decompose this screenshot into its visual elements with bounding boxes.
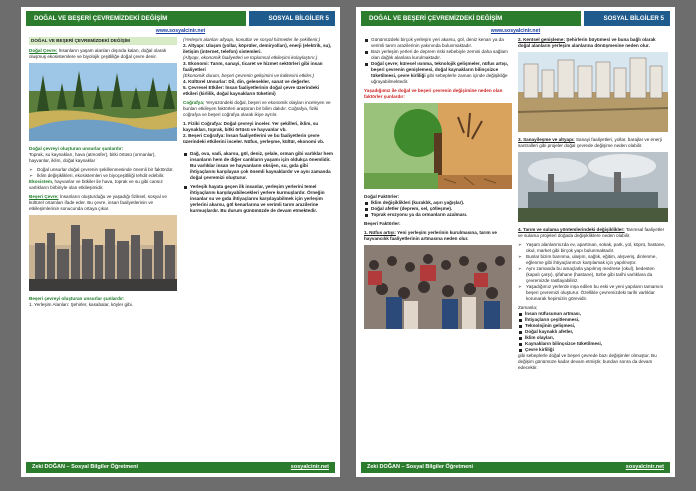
forest-lake-photo [29, 63, 177, 141]
list-item: İklim olayları, [518, 335, 668, 341]
bullet-item: ➢ Yaşadığımız yerlerde inşa edilen bu eski ve yeni yapıların tamamını beşeri çevremizi oluşturur. Özellikle çevremizdeki tarihi varlıklar korunarak hepimizin görevidir. [518, 284, 668, 302]
paragraph-natural-env: Doğal Çevre: İnsanların yaşam alanları dışında kalan, doğal olarak oluşmuş ekosistemlere ve biyolojik çeşitliliğe doğal çevre denir. [29, 48, 167, 59]
footer-site-link[interactable]: sosyalcinir.net [290, 464, 329, 470]
header-title: DOĞAL VE BEŞERİ ÇEVREMİZDEKİ DEĞİŞİM [26, 11, 246, 26]
paragraph-geography: Coğrafya; Yeryüzündeki doğal, beşeri ve ekonomik olayları inceleyen ve bunları etkileyen faktörleri araştıran bir bilim dalıdır. Coğrafya, fiziki coğrafya ve beşeri coğrafya olarak ikiye ayrılır. [183, 100, 331, 117]
bullet-item: Toprak erozyonu ya da ormanların azalması. [364, 212, 512, 218]
site-link[interactable]: www.sosyalcinir.net [490, 28, 541, 34]
crowd-photo [364, 245, 512, 329]
list-item: İhtiyaçların çeşitlenmesi, [518, 317, 668, 323]
note-text: (Altyapı, ekonomik faaliyetleri ve toplumsal etkileşimi kolaylaştırır.) [183, 55, 318, 60]
left-column-1 [29, 37, 177, 308]
paragraph-human-geography: 2. Beşeri Coğrafya: İnsan faaliyetlerini ve bu faaliyetlerin çevre üzerindeki etkilerini inceler. Nüfus, yerleşme, kültür, ekonomi vb. [183, 133, 325, 144]
subheading-natural-factors: Doğal Faktörler: [364, 194, 400, 199]
city-skyline-photo [29, 215, 177, 291]
paragraph-industrialization: 3. Sanayileşme ve altyapı: Sanayi faaliyetleri, yollar, barajlar ve enerji santralleri gibi projeler doğal çevrede değişime neden olabilir. [518, 137, 662, 148]
footer-author: Zeki DOĞAN – Sosyal Bilgiler Öğretmeni [367, 464, 474, 470]
paragraph-population-growth: 1. Nüfus artışı: Yeni yerleşim yerlerinin kurulmasına, tarım ve hayvancılık faaliyetlerinin artmasına neden olur. [364, 230, 497, 241]
page-header [361, 11, 670, 26]
bullet-item: ➢ Aynı zamanda bu amaçlarla yapılmış medrese (okul), bedesten (kapalı çarşı), şifahane (hastane), türbe gibi tarihi varlıklara da çevremizde rastlayabiliriz. [518, 266, 668, 284]
urban-expansion-photo [518, 52, 668, 132]
bullet-item: ➢ Bunlar bizim barınma, ulaşım, sağlık, eğitim, alışveriş, dinlenme, eğlenme gibi ihtiyaçlarımızı karşılamak için yapılmıştır. [518, 254, 668, 266]
right-column-1 [364, 37, 512, 334]
bullet-item: ➢ İklim değişiklikleri, ekosistemleri ve biyoçeşitliliği tehdit edebilir. [29, 173, 177, 179]
footer-site-link[interactable]: sosyalcinir.net [625, 464, 664, 470]
list-item: Çevre kirliliği [518, 347, 668, 353]
subheading-human-factors: Beşeri Faktörler: [364, 221, 401, 226]
list-item: 5. Çevresel Etkiler: İnsan faaliyetlerinin doğal çevre üzerindeki etkileri (kirlilik, doğal kaynakların tüketimi) [183, 85, 320, 96]
list-item: Doğal kaynaklı afetler, [518, 329, 668, 335]
list-item: Teknolojinin gelişmesi, [518, 323, 668, 329]
bullet-item: Bazı yerleşim yerleri de deprem riski sebebiyle zemini daha sağlam olan dağlık alanlara kurulmaktadır. [364, 49, 512, 61]
bullet-item: Yerleşik hayata geçen ilk insanlar, yerleşim yerlerini temel ihtiyaçlarını karşılayabilecekleri yerlere kurmuşlardır. Örneğin insanlar su ve gıda ihtiyaçlarını karşılayabilmek için yerleşim yerlerini akarsu, göl kenarlarına ve verimli tarım arazilerine kurmuşlardır. Bu durum günümüzde de devam etmektedir. [183, 184, 333, 214]
bullet-item: ➢ Yaşam alanlarımızda ev, apartman, sokak, park, yol, köprü, hastane, okul, market gibi birçok yapı bulunmaktadır. [518, 242, 668, 254]
document-page-right [356, 7, 675, 477]
paragraph-conclusion: gibi sebeplerle doğal ve beşeri çevrede bazı değişimler olmuştur. Bu değişim günümüze kadar devam etmiştir, bundan sonra da devam edecektir. [518, 353, 657, 370]
bullet-item: Günümüzdeki birçok yerleşim yeri akarsu, göl, deniz kenarı ya da verimli tarım arazilerinin yakınında bulunmaktadır. [364, 37, 512, 49]
bullet-item: ➢ Doğal unsurlar doğal çevrenin şekillenmesinde önemli bir faktördür. [29, 167, 177, 173]
list-item: 4. Kültürel Unsurlar: Dil, din, gelenekler, sanat ve değerler. [183, 79, 311, 84]
footer-author: Zeki DOĞAN – Sosyal Bilgiler Öğretmeni [32, 464, 139, 470]
paragraph-agriculture: 4. Tarım ve sulama yöntemlerindeki değişiklikler: Tarımsal faaliyetler ve sulama projeleri doğada değişikliklere neden olabilir. [518, 227, 665, 238]
header-subject: SOSYAL BİLGİLER 5 [249, 11, 335, 26]
list-item: Kaynakların bilinçsizce tüketilmesi, [518, 341, 668, 347]
page-header [26, 11, 335, 26]
bullet-item: Doğal afetler (deprem, sel, çölleşme). [364, 206, 512, 212]
site-link[interactable]: www.sosyalcinir.net [155, 28, 206, 34]
list-item: İnsan nüfusunun artması, [518, 311, 668, 317]
subheading-human-elements: Beşeri çevreyi oluşturan unsurlar şunlardır: [29, 296, 125, 301]
list-intro: Zamanla; [518, 305, 538, 310]
note-text: (Yerleşim alanları altyapı, konutlar ve sosyal hizmetler ile şekillenir.) [183, 37, 321, 42]
page-footer [26, 462, 335, 473]
left-column-2 [183, 37, 333, 214]
paragraph-settlements: 1. Yerleşim Alanları: Şehirler, kasabalar, köyler gibi. [29, 302, 133, 307]
right-column-2 [518, 37, 668, 371]
paragraph-physical-geography: 1. Fiziki Coğrafya: Doğal çevreyi inceler. Yer şekilleri, iklim, su kaynakları, toprak, bitki örtüsü ve hayvanlar vb. [183, 121, 319, 132]
question-heading: Yaşadığımız ile doğal ve beşeri çevrenin değişimine neden olan faktörler şunlardır: [364, 88, 503, 99]
section-title: DOĞAL VE BEŞERİ ÇEVREMİZDEKİ DEĞİŞİM [29, 37, 177, 45]
bullet-item: İklim değişiklikleri (kuraklık, aşırı yağışlar). [364, 200, 512, 206]
bullet-item: Doğal çevre; küresel ısınma, teknolojik gelişmeler, nüfus artışı, beşeri çevrenin genişlemesi, doğal kaynakların bilinçsizce tüketilmesi, çevre kirliliği gibi sebeplerle zaman içinde değişikliğe uğrayabilmektedir. [364, 61, 512, 85]
climate-tree-photo [364, 103, 512, 189]
note-text: (Ekonomik durum, beşeri çevrenin gelişimini ve kalitesini etkiler.) [183, 73, 315, 78]
paragraph-ecosystem: Ekosistem, hayvanlar ve bitkiler ile hava, toprak ve su gibi cansız varlıkların birbiriyle olan etkileşimidir. [29, 179, 163, 190]
page-footer [361, 462, 670, 473]
bullet-item: Dağ, ova, vadi, akarsu, göl, deniz, şelale, orman gibi varlıklar hem insanların hem de diğer canlıların yaşamı için oldukça önemlidir. Bu varlıklar insan ve hayvanların oksijen, su, gıda gibi ihtiyaçlarını karşılayan çok önemli kaynaklardır ve aynı zamanda doğal çevremizi oluşturur. [183, 151, 333, 181]
header-subject: SOSYAL BİLGİLER 5 [584, 11, 670, 26]
paragraph-elements: Toprak, su kaynakları, hava (atmosfer), bitki örtüsü (ormanlar), hayvanlar, iklim, doğal kaynaklar [29, 152, 156, 163]
industry-photo [518, 152, 668, 222]
document-page-left [21, 7, 340, 477]
paragraph-urban-expansion: 2. Kentsel genişleme: Şehirlerin büyümesi ve buna bağlı olarak doğal alanların yerleşim alanlarına dönüşmesine neden olur. [518, 37, 656, 48]
subheading-natural-elements: Doğal çevreyi oluşturan unsurlar şunlardır: [29, 146, 124, 151]
paragraph-human-env: Beşeri Çevre: İnsanların oluşturduğu ve yaşadığı fiziksel, sosyal ve kültürel ortamları ifade eder. Bu çevre, insan faaliyetlerinin ve etkileşimlerinin sonucunda ortaya çıkar. [29, 194, 167, 211]
list-item: 2. Altyapı: Ulaşım (yollar, köprüler, demiryolları), enerji (elektrik, su), iletişim (internet, telefon) sistemleri. [183, 43, 332, 54]
list-item: 3. Ekonomi: Tarım, sanayi, ticaret ve hizmet sektörleri gibi insan faaliyetleri [183, 61, 323, 72]
header-title: DOĞAL VE BEŞERİ ÇEVREMİZDEKİ DEĞİŞİM [361, 11, 581, 26]
